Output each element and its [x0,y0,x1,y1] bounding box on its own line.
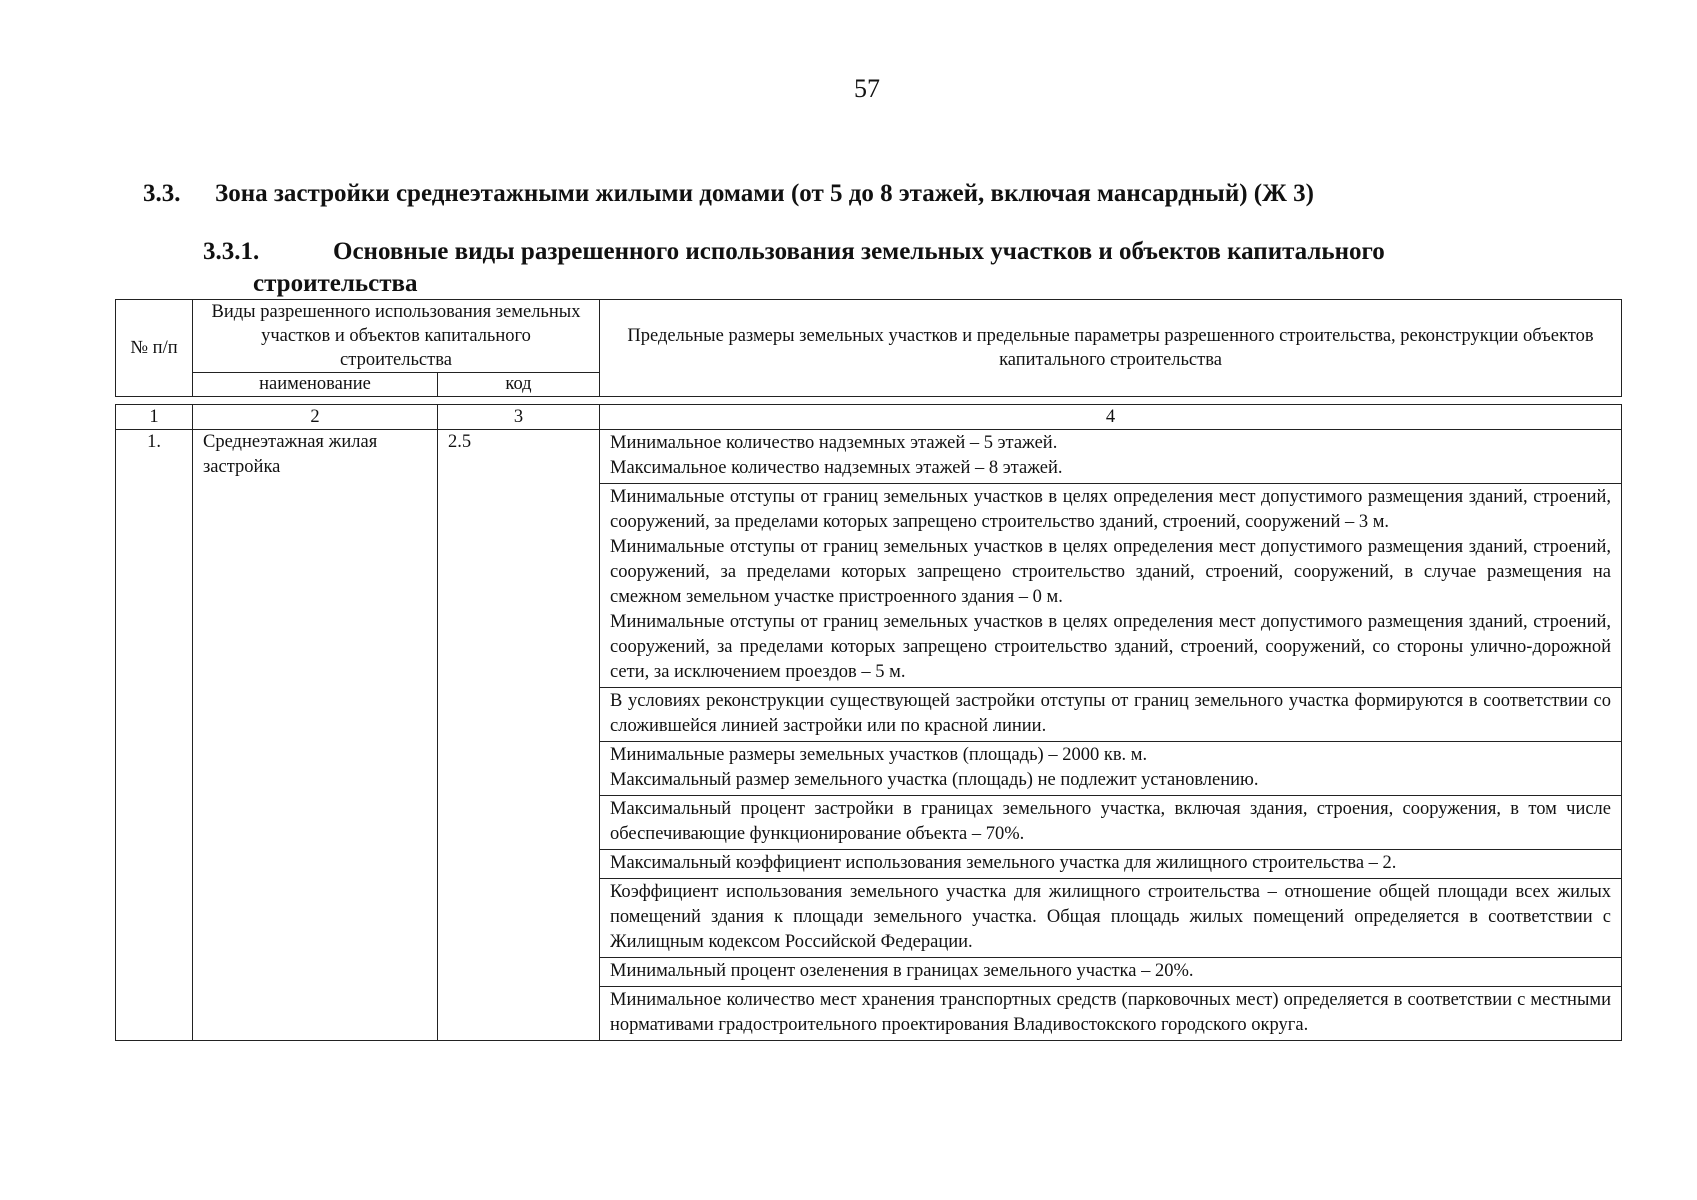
param-cell-coverage [600,796,1622,850]
param-cell-reconstruction [600,688,1622,742]
header-col-name: наименование [193,373,438,397]
subsection-title-line1: Основные виды разрешенного использования земельных участков и объектов капитального [333,238,1385,265]
column-numbers-row [116,405,1622,430]
subsection-heading [203,236,1623,300]
table-header [115,299,1622,397]
param-cell-ratio-definition [600,879,1622,958]
param-text: Минимальные отступы от границ земельных участков в целях определения мест допустимого размещения зданий, строений, сооружений, за пределами которых запрещено строительство зданий, строений, сооружений – 3 м. [610,487,1611,532]
table-row [116,430,1622,484]
row-use-code: 2.5 [438,430,600,1041]
column-number: 4 [600,405,1622,430]
column-number: 1 [116,405,193,430]
page-number: 57 [854,74,880,103]
param-text: Минимальное количество надземных этажей – 5 этажей. [610,433,1058,453]
header-col-code: код [438,373,600,397]
subsection-number: 3.3.1. [203,238,260,265]
column-number: 2 [193,405,438,430]
param-text: Минимальное количество мест хранения транспортных средств (парковочных мест) определяется в соответствии с местными нормативами градостроительного проектирования Владивостокского городского округа. [610,990,1611,1035]
param-cell-parking [600,987,1622,1041]
section-number: 3.3. [143,180,181,207]
row-number: 1. [116,430,193,1041]
table-body [115,404,1622,1041]
param-cell-plot-size [600,742,1622,796]
param-cell-max-ratio [600,850,1622,879]
param-cell-setbacks [600,484,1622,688]
param-text: Максимальный размер земельного участка (площадь) не подлежит установлению. [610,770,1259,790]
section-heading [143,180,1314,208]
param-text: Минимальные отступы от границ земельных участков в целях определения мест допустимого размещения зданий, строений, сооружений, за пределами которых запрещено строительство зданий, строений, сооружений, в случае размещения на смежном земельном участке пристроенного здания – 0 м. [610,537,1611,607]
header-col-num: № п/п [116,300,193,397]
param-cell-greenery [600,958,1622,987]
param-text: Минимальный процент озеленения в границах земельного участка – 20%. [610,961,1194,981]
param-text: В условиях реконструкции существующей застройки отступы от границ земельного участка формируются в соответствии со сложившейся линией застройки или по красной линии. [610,691,1611,736]
param-text: Максимальное количество надземных этажей – 8 этажей. [610,458,1063,478]
header-col-params: Предельные размеры земельных участков и предельные параметры разрешенного строительства, реконструкции объектов капитального строительства [600,300,1622,397]
param-text: Коэффициент использования земельного участка для жилищного строительства – отношение общей площади всех жилых помещений здания к площади земельного участка. Общая площадь жилых помещений определяется в соответствии с Жилищным кодексом Российской Федерации. [610,882,1611,952]
param-text: Максимальный процент застройки в границах земельного участка, включая здания, строения, сооружения, в том числе обеспечивающие функционирование объекта – 70%. [610,799,1611,844]
row-use-name: Среднеэтажная жилая застройка [193,430,438,1041]
section-title: Зона застройки среднеэтажными жилыми домами (от 5 до 8 этажей, включая мансардный) (Ж 3) [215,180,1314,207]
header-col-types: Виды разрешенного использования земельных участков и объектов капитального строительства [193,300,600,373]
param-cell-floors [600,430,1622,484]
param-text: Максимальный коэффициент использования земельного участка для жилищного строительства – 2. [610,853,1397,873]
column-number: 3 [438,405,600,430]
subsection-title-line2: строительства [253,270,418,297]
param-text: Минимальные размеры земельных участков (площадь) – 2000 кв. м. [610,745,1148,765]
param-text: Минимальные отступы от границ земельных участков в целях определения мест допустимого размещения зданий, строений, сооружений, за пределами которых запрещено строительство зданий, строений, сооружений, со стороны улично-дорожной сети, за исключением проездов – 5 м. [610,612,1611,682]
